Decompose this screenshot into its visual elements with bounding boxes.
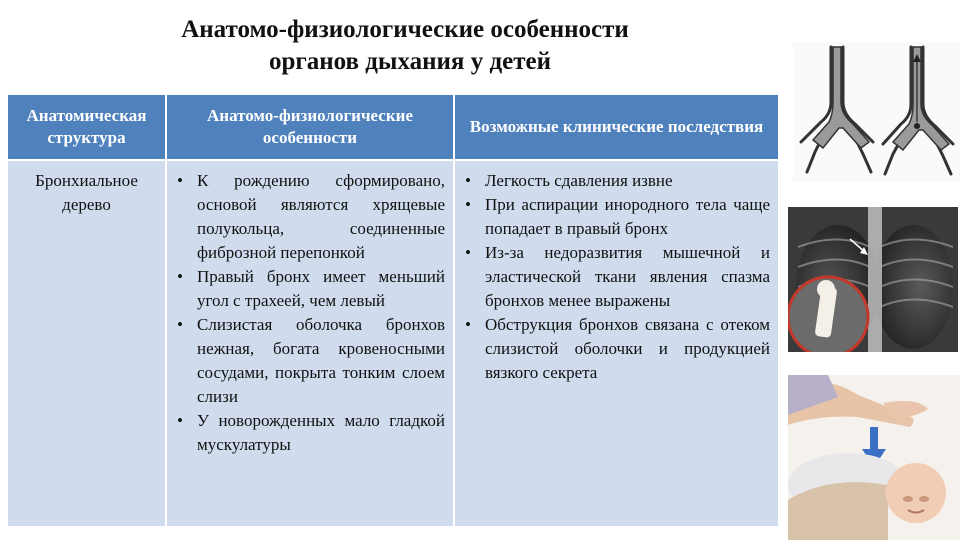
bronchi-diagram-image xyxy=(793,42,960,182)
title-line-2: органов дыхания у детей xyxy=(269,48,551,75)
list-item: • Из-за недоразвития мышечной и эластической ткани явления спазма бронхов менее выражены xyxy=(485,241,770,313)
cell-structure: Бронхиальное дерево xyxy=(8,160,166,526)
list-item: • Легкость сдавления извне xyxy=(485,169,770,193)
cell-features xyxy=(166,160,454,526)
features-list xyxy=(175,169,445,457)
consequences-list xyxy=(463,169,770,385)
header-structure: Анатомическая структура xyxy=(8,95,166,160)
anatomy-table xyxy=(8,95,778,526)
header-consequences: Возможные клинические последствия xyxy=(454,95,778,160)
table-row xyxy=(8,160,778,526)
list-item: • Обструкция бронхов связана с отеком слизистой оболочки и продукцией вязкого секрета xyxy=(485,313,770,385)
list-item: • К рождению сформировано, основой являются хрящевые полукольца, соединенные фиброзной перепонкой xyxy=(197,169,445,265)
list-item: • Слизистая оболочка бронхов нежная, богата кровеносными сосудами, покрыта тонким слоем слизи xyxy=(197,313,445,409)
table-header-row xyxy=(8,95,778,160)
list-item: • Правый бронх имеет меньший угол с трахеей, чем левый xyxy=(197,265,445,313)
infant-first-aid-image xyxy=(788,375,960,540)
list-item: • При аспирации инородного тела чаще попадает в правый бронх xyxy=(485,193,770,241)
chest-xray-image xyxy=(788,207,958,352)
header-features: Анатомо-физиологические особенности xyxy=(166,95,454,160)
cell-consequences xyxy=(454,160,778,526)
list-item: • У новорожденных мало гладкой мускулатуры xyxy=(197,409,445,457)
title-line-1: Анатомо-физиологические особенности xyxy=(181,16,629,43)
slide-title xyxy=(10,14,800,78)
